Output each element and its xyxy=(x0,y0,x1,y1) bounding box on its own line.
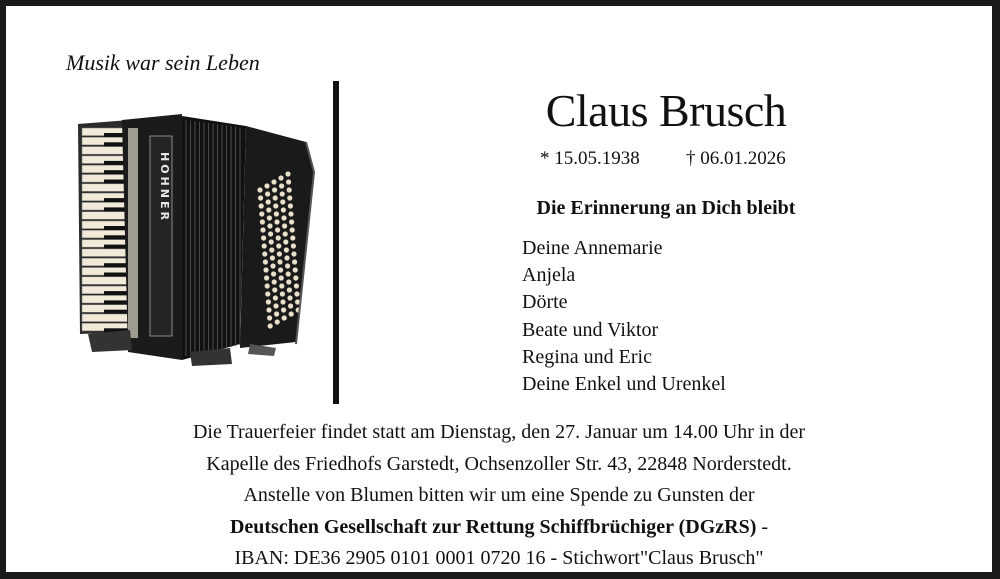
divider-line xyxy=(333,81,339,404)
obituary-card xyxy=(6,6,992,572)
family-member: Deine Annemarie xyxy=(522,237,663,259)
motto-text: Musik war sein Leben xyxy=(66,50,260,75)
accordion-brand-text: HOHNER xyxy=(158,152,171,223)
death-date: † 06.01.2026 xyxy=(686,148,786,169)
funeral-notice xyxy=(6,417,992,575)
charity-suffix: - xyxy=(756,515,769,538)
notice-line: Anstelle von Blumen bitten wir um eine Spende zu Gunsten der xyxy=(243,484,755,506)
family-member: Regina und Eric xyxy=(522,345,652,368)
notice-line: Die Trauerfeier findet statt am Dienstag, den 27. Januar um 14.00 Uhr in der xyxy=(192,421,806,443)
notice-line-iban: IBAN: DE36 2905 0101 0001 0720 16 - Stichwort"Claus Brusch" xyxy=(234,547,764,569)
birth-date: * 15.05.1938 xyxy=(540,148,640,169)
charity-name: Deutschen Gesellschaft zur Rettung Schiffbrüchiger (DGzRS) xyxy=(229,515,757,538)
notice-line: Kapelle des Friedhofs Garstedt, Ochsenzoller Str. 43, 22848 Norderstedt. xyxy=(206,452,792,475)
deceased-name: Claus Brusch xyxy=(545,85,787,136)
family-list xyxy=(522,235,726,398)
family-member: Anjela xyxy=(522,264,576,287)
family-member: Beate und Viktor xyxy=(522,318,659,341)
memory-phrase: Die Erinnerung an Dich bleibt xyxy=(536,197,796,219)
family-member: Dörte xyxy=(522,291,568,314)
notice-line-charity xyxy=(6,512,992,544)
accordion-image xyxy=(70,112,320,370)
family-member: Deine Enkel und Urenkel xyxy=(522,372,726,395)
